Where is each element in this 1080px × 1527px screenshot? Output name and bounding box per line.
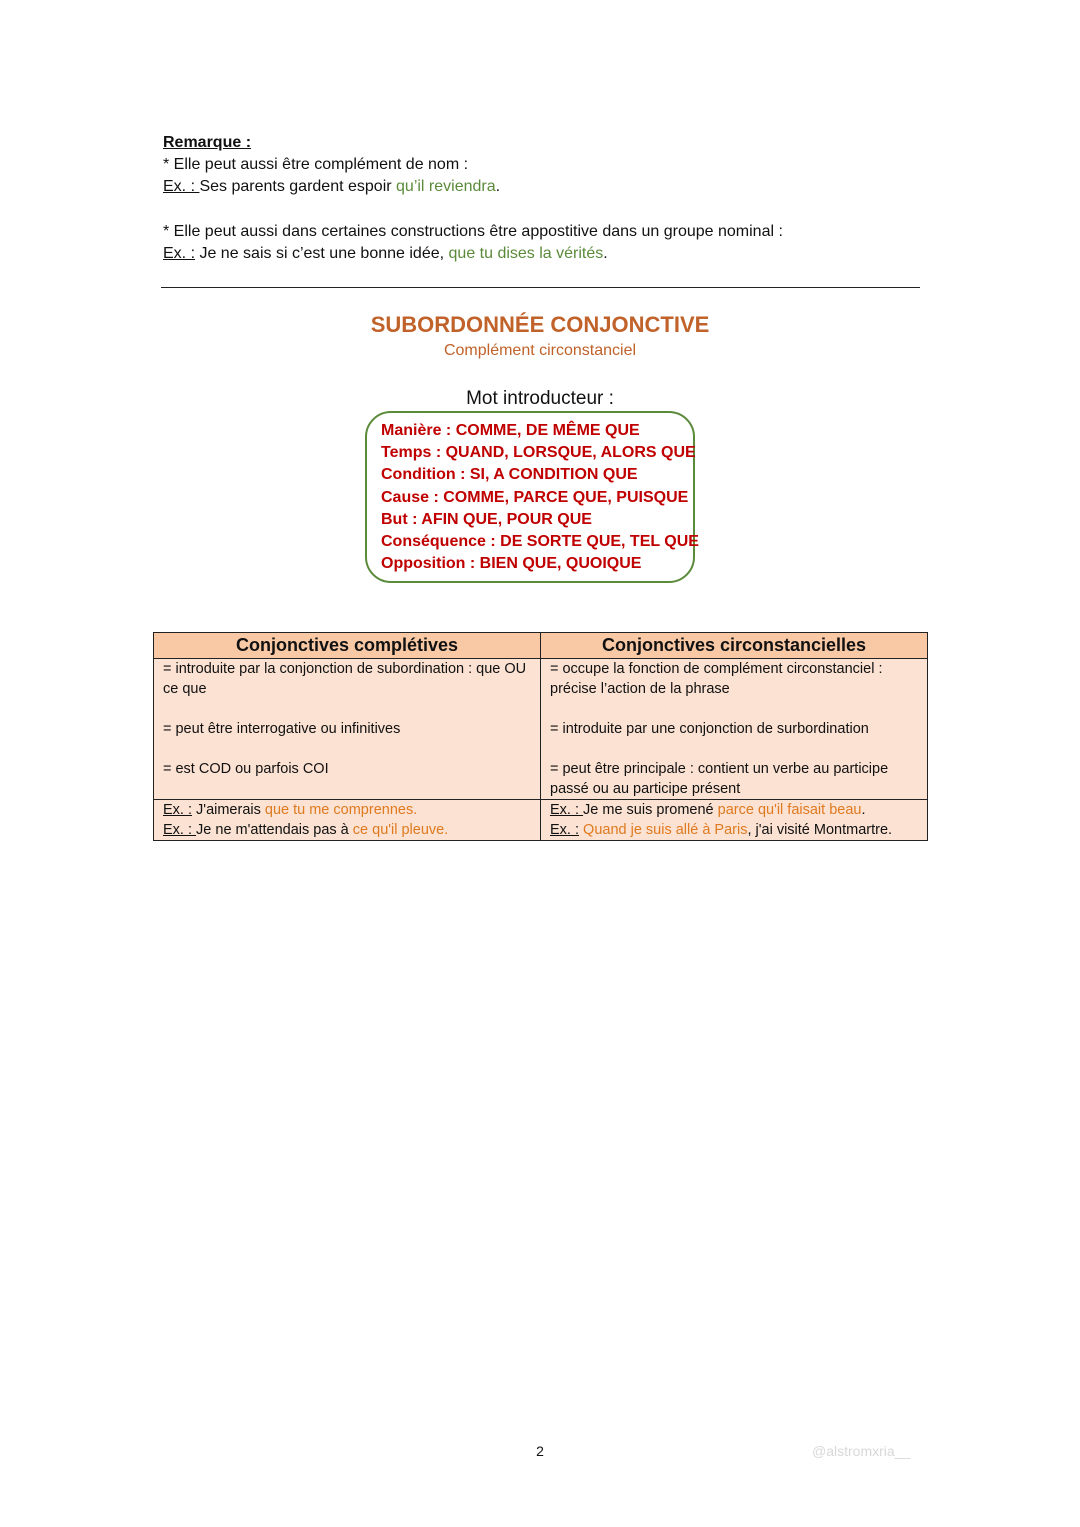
example-label: Ex. : <box>163 822 197 838</box>
comparison-table <box>153 632 928 841</box>
definition: = introduite par une conjonction de surbordination <box>550 721 869 737</box>
example-highlight: que tu me comprennes. <box>264 802 418 818</box>
example <box>550 820 918 840</box>
header-completives: Conjonctives complétives <box>154 633 541 659</box>
introducer-item: Condition : SI, A CONDITION QUE <box>381 466 638 484</box>
introducer-item: Manière : COMME, DE MÊME QUE <box>381 422 640 439</box>
introducer-label: Mot introducteur : <box>466 388 614 409</box>
remark-item-1: * Elle peut aussi être complément de nom : <box>163 156 469 173</box>
completives-definitions <box>154 659 541 800</box>
introducer-item: Opposition : BIEN QUE, QUOIQUE <box>381 555 642 573</box>
example-text: Ses parents gardent espoir <box>199 178 397 195</box>
definition: = est COD ou parfois COI <box>163 761 329 777</box>
section-subtitle: Complément circonstanciel <box>443 342 637 359</box>
introducer-item: Temps : QUAND, LORSQUE, ALORS QUE <box>381 444 696 462</box>
example <box>550 800 918 820</box>
example-end: . <box>603 245 608 262</box>
introducer-item: Conséquence : DE SORTE QUE, TEL QUE <box>381 533 699 551</box>
example-label: Ex. : <box>163 178 200 195</box>
remark-item-2-example <box>163 243 608 265</box>
example-text: Je me suis promené <box>583 802 718 818</box>
example-label: Ex. : <box>550 822 580 838</box>
table-row-definitions <box>154 659 928 800</box>
table-row-examples <box>154 800 928 841</box>
completives-examples <box>154 800 541 841</box>
example-text: J'aimerais <box>192 802 265 818</box>
example-highlight: ce qu'il pleuve. <box>352 822 449 838</box>
example-highlight: qu’il reviendra <box>396 178 496 195</box>
definition: = introduite par la conjonction de subordination : que OU ce que <box>163 661 527 697</box>
example-text: Je ne sais si c’est une bonne idée, <box>195 245 449 262</box>
example-label: Ex. : <box>550 802 584 818</box>
remark-title: Remarque : <box>163 134 252 151</box>
example-highlight: parce qu'il faisait beau <box>717 802 862 818</box>
circonstancielles-examples <box>541 800 928 841</box>
circonstancielles-definitions <box>541 659 928 800</box>
example <box>163 820 531 840</box>
example-end: , j'ai visité Montmartre. <box>747 822 893 838</box>
table-header-row <box>154 633 928 659</box>
example-end: . <box>861 802 866 818</box>
example-label: Ex. : <box>163 245 196 262</box>
example-highlight: Quand je suis allé à Paris <box>583 822 748 838</box>
remark-item-1-example <box>163 176 500 198</box>
introducer-list <box>381 420 699 575</box>
section-title: SUBORDONNÉE CONJONCTIVE <box>370 312 710 337</box>
introducer-item: Cause : COMME, PARCE QUE, PUISQUE <box>381 488 689 506</box>
watermark: @alstromxria__ <box>812 1443 911 1459</box>
example-label: Ex. : <box>163 802 193 818</box>
header-circonstancielles: Conjonctives circonstancielles <box>541 633 928 659</box>
example-highlight: que tu dises la vérités <box>448 245 604 262</box>
remark-item-2: * Elle peut aussi dans certaines constructions être appostitive dans un groupe nominal : <box>163 223 783 240</box>
definition: = peut être interrogative ou infinitives <box>163 721 401 737</box>
introducer-item: But : AFIN QUE, POUR QUE <box>381 510 592 528</box>
example <box>163 800 531 820</box>
example-text: Je ne m'attendais pas à <box>196 822 353 838</box>
definition: = occupe la fonction de complément circonstanciel : précise l’action de la phrase <box>550 661 883 697</box>
definition: = peut être principale : contient un verbe au participe passé ou au participe présent <box>550 761 889 797</box>
section-divider <box>161 287 920 288</box>
example-end: . <box>495 178 501 195</box>
page-number: 2 <box>536 1443 544 1459</box>
